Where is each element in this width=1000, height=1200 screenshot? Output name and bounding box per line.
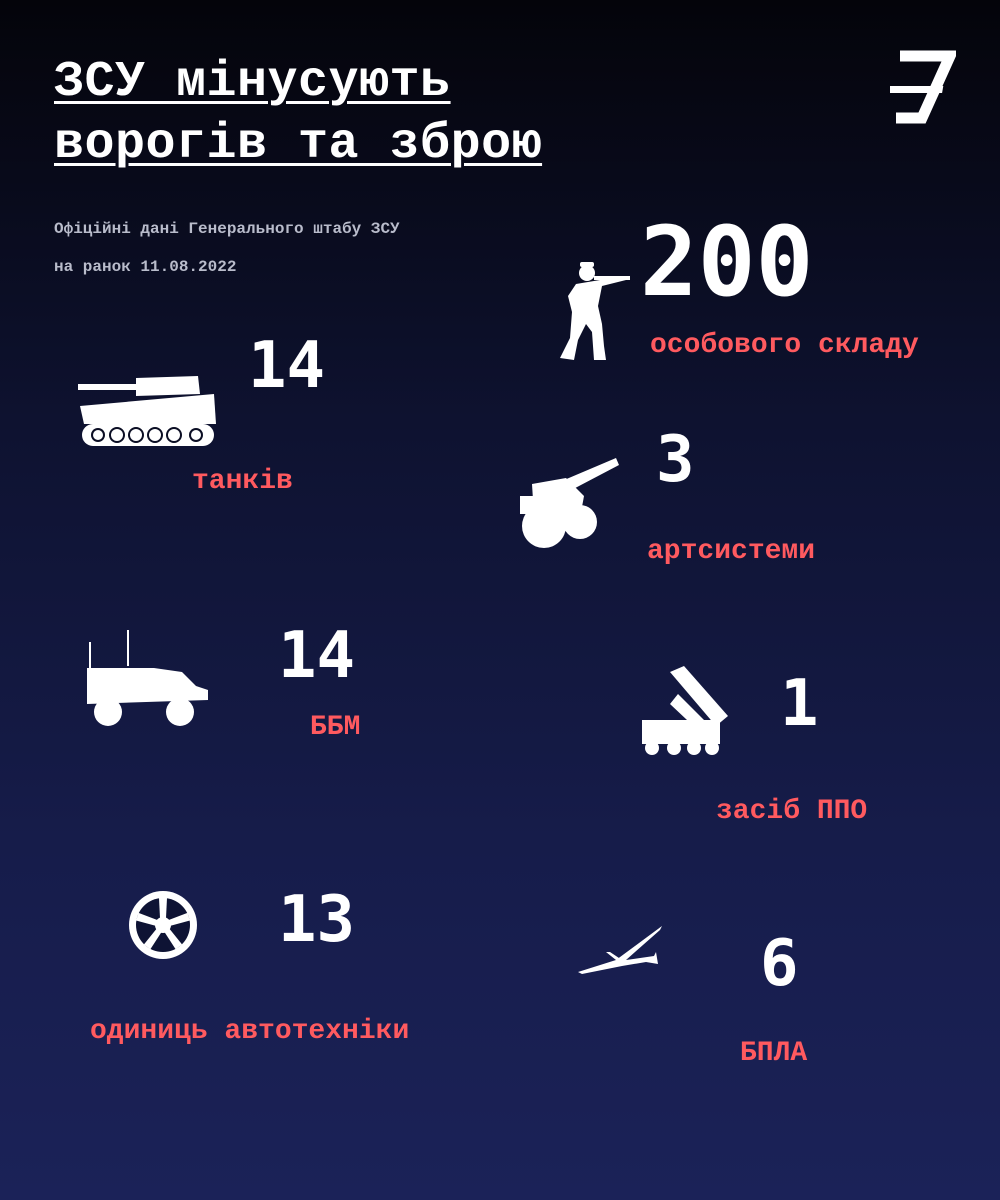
tanks-label: танків (192, 466, 293, 497)
personnel-label: особового складу (650, 330, 919, 361)
title-line-2: ворогів та зброю (54, 116, 543, 173)
wheel-icon (128, 890, 198, 960)
air-defense-count: 1 (780, 667, 819, 741)
tanks-count: 14 (248, 329, 326, 403)
artillery-count: 3 (656, 423, 695, 497)
date-text: на ранок 11.08.2022 (54, 258, 237, 276)
vehicles-label: одиниць автотехніки (90, 1016, 410, 1047)
tank-icon (78, 374, 218, 450)
uav-label: БПЛА (740, 1038, 808, 1069)
personnel-count: 200 (640, 206, 814, 318)
apv-label: ББМ (310, 712, 361, 743)
uav-count: 6 (760, 927, 799, 1001)
air-defense-icon (640, 664, 732, 756)
z-logo-icon (890, 48, 956, 124)
apv-count: 14 (278, 619, 356, 693)
page-title (54, 52, 542, 176)
soldier-icon (558, 262, 630, 364)
artillery-label: артсистеми (647, 536, 816, 567)
vehicles-count: 13 (278, 883, 356, 957)
armored-vehicle-icon (84, 628, 210, 730)
source-text: Офіційні дані Генерального штабу ЗСУ (54, 220, 400, 238)
title-line-1: ЗСУ мінусують (54, 54, 451, 111)
drone-icon (576, 922, 666, 978)
artillery-icon (520, 456, 620, 552)
air-defense-label: засіб ППО (716, 796, 868, 827)
